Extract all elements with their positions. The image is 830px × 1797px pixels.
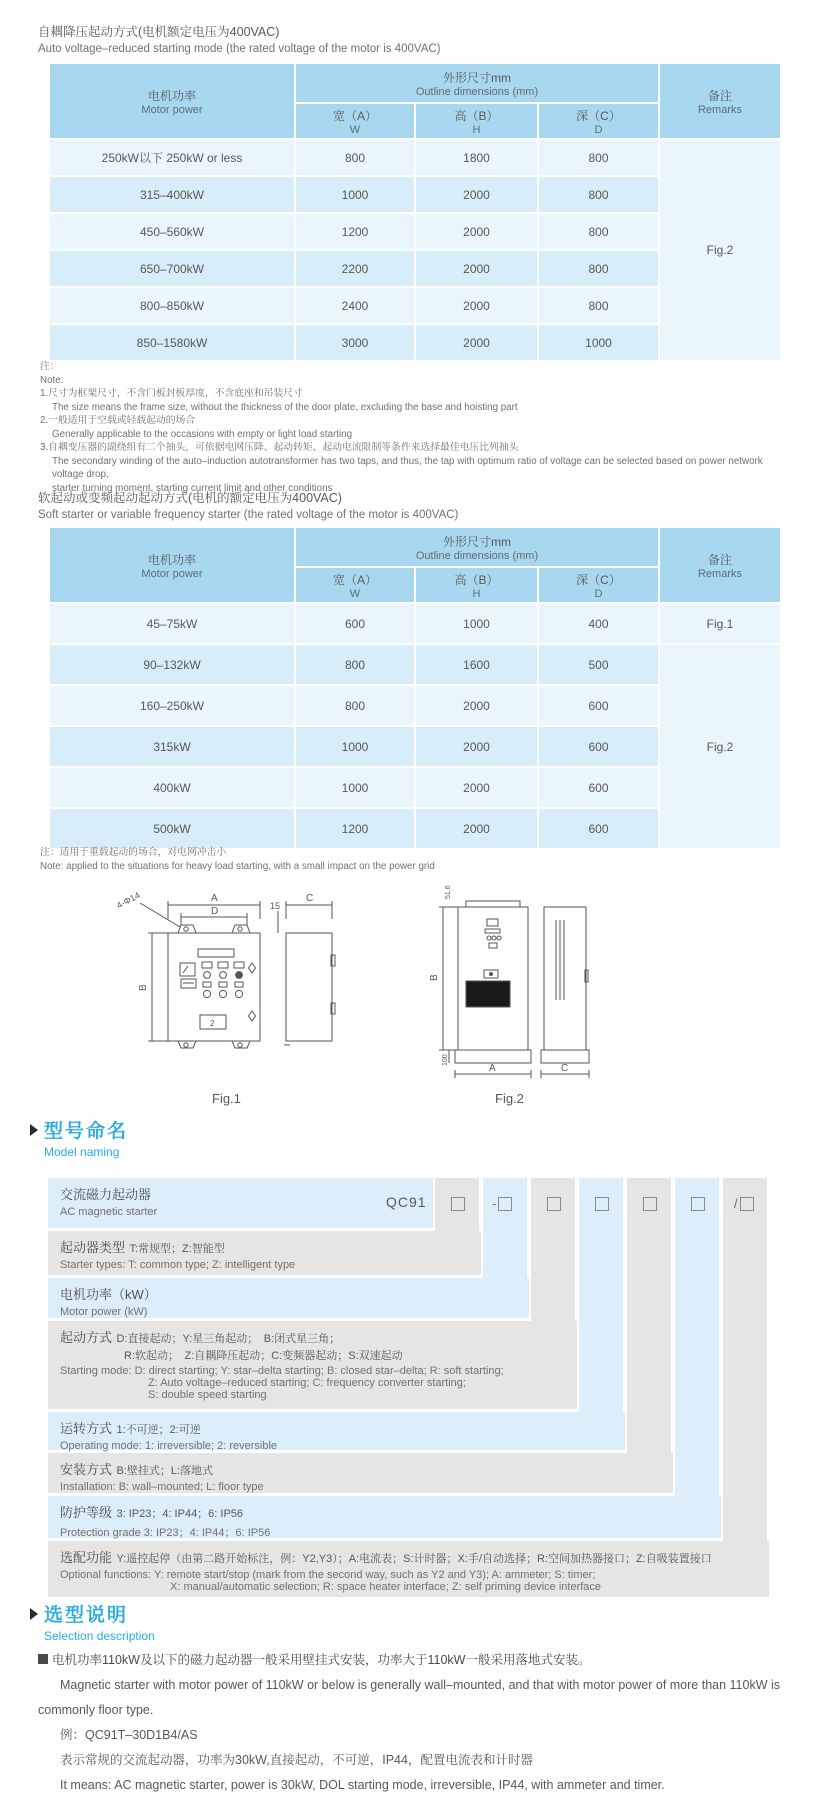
header-remarks <box>659 63 781 139</box>
technical-drawings <box>0 875 830 1110</box>
header-remarks-en: Remarks <box>697 103 742 116</box>
naming-row-en: AC magnetic starter <box>60 1206 158 1218</box>
section1-title-zh: 自耦降压起动方式(电机额定电压为400VAC) <box>38 25 280 39</box>
naming-row-zh: 选配功能 <box>60 1550 113 1565</box>
cell-d: 800 <box>538 287 659 324</box>
header-depth-en: D <box>594 123 603 136</box>
header-outline-en: Outline dimensions (mm) <box>415 85 539 98</box>
cell-d: 800 <box>538 139 659 176</box>
selection-body <box>38 1648 798 1797</box>
cell-h: 2000 <box>415 213 538 250</box>
header-motor-power-zh: 电机功率 <box>147 552 196 567</box>
naming-row-desc: R:软起动； Z:自耦降压起动；C:变频器起动；S:双速起动 <box>124 1350 403 1362</box>
model-code: QC91 <box>386 1194 427 1210</box>
header-motor-power-zh: 电机功率 <box>147 88 196 103</box>
note-item: 2.一般适用于空载或轻载起动的场合 <box>40 415 196 426</box>
fig1-dim-15: 15 <box>270 901 281 911</box>
naming-row-en: Optional functions: Y: remote start/stop (mark from the second way, such as Y2 and Y3); A: ammeter; S: timer; <box>60 1569 596 1581</box>
cell-remark-fig2: Fig.2 <box>659 644 781 849</box>
cell-w: 3000 <box>295 324 415 361</box>
cell-w: 600 <box>295 603 415 644</box>
cell-power: 315–400kW <box>49 176 295 213</box>
naming-row-zh: 运转方式 <box>60 1421 113 1436</box>
cell-power: 45–75kW <box>49 603 295 644</box>
naming-row-installation <box>48 1453 673 1493</box>
selection-text: commonly floor type. <box>38 1703 154 1717</box>
selection-heading <box>30 1600 155 1643</box>
fig1-caption: Fig.1 <box>212 1091 241 1106</box>
table-row <box>49 644 781 685</box>
table-row <box>49 603 781 644</box>
cell-d: 600 <box>538 767 659 808</box>
note-item: 注：适用于重载起动的场合，对电网冲击小 <box>40 847 227 858</box>
fig2-caption: Fig.2 <box>495 1091 524 1106</box>
note-item: Generally applicable to the occasions with empty or light load starting <box>52 428 353 440</box>
table1-auto-voltage <box>48 62 782 362</box>
code-box-icon <box>547 1197 561 1211</box>
header-depth-zh: 深（C） <box>576 108 621 123</box>
cell-w: 800 <box>295 139 415 176</box>
table2-soft-starter <box>48 526 782 850</box>
section1-title-en: Auto voltage–reduced starting mode (the rated voltage of the motor is 400VAC) <box>38 43 441 55</box>
fig1-panel-num: 2 <box>210 1019 215 1028</box>
header-outline-en: Outline dimensions (mm) <box>415 549 539 562</box>
selection-heading-en: Selection description <box>44 1629 155 1643</box>
header-remarks-zh: 备注 <box>707 88 732 103</box>
naming-row-zh: 起动器类型 <box>60 1240 126 1255</box>
naming-row-en: Starter types: T: common type; Z: intelligent type <box>60 1259 296 1271</box>
code-box-icon <box>595 1197 609 1211</box>
naming-row-en: Operating mode: 1: irreversible; 2: reversible <box>60 1440 278 1452</box>
cell-w: 1000 <box>295 767 415 808</box>
selection-line-bullet <box>38 1648 798 1673</box>
naming-row-product <box>48 1178 433 1228</box>
cell-h: 2000 <box>415 250 538 287</box>
notes-table1 <box>40 360 780 495</box>
box-prefix: / <box>734 1196 738 1212</box>
naming-row-en: Z: Auto voltage–reduced starting; C: frequency converter starting; <box>148 1377 466 1389</box>
naming-row-desc: B:壁挂式；L:落地式 <box>116 1465 214 1477</box>
model-code-box <box>734 1195 754 1213</box>
cell-w: 800 <box>295 644 415 685</box>
header-outline-zh: 外形尺寸mm <box>443 534 511 549</box>
header-outline <box>295 527 659 567</box>
naming-row-en: Installation: B: wall–mounted; L: floor type <box>60 1481 264 1493</box>
naming-heading-zh: 型号命名 <box>44 1121 129 1142</box>
cell-d: 1000 <box>538 324 659 361</box>
header-motor-power <box>49 527 295 603</box>
header-width <box>295 103 415 139</box>
note-item: Note: applied to the situations for heavy load starting, with a small impact on the power grid <box>40 860 435 872</box>
cell-h: 1600 <box>415 644 538 685</box>
model-code-box <box>593 1195 609 1213</box>
cell-remark: Fig.2 <box>659 139 781 361</box>
header-height-en: H <box>472 123 481 136</box>
header-motor-power <box>49 63 295 139</box>
fig2-dim-516: 51.6 <box>445 885 452 899</box>
cell-h: 2000 <box>415 767 538 808</box>
naming-row-desc: D:直接起动；Y:星三角起动； B:闭式星三角； <box>116 1333 341 1345</box>
cell-power: 500kW <box>49 808 295 849</box>
cell-power: 90–132kW <box>49 644 295 685</box>
model-code-box <box>545 1195 561 1213</box>
note-item: The secondary winding of the auto–induction autotransformer has two taps, and thus, the tap with optimum ratio of voltage can be selected based on power network voltage drop, <box>52 455 763 480</box>
fig1-dim-b: B <box>138 984 149 991</box>
fig2-dim-100: 100 <box>442 1054 449 1066</box>
header-outline <box>295 63 659 103</box>
cell-remark-fig1: Fig.1 <box>659 603 781 644</box>
note-item: The size means the frame size, without the thickness of the door plate, excluding the base and hoisting part <box>52 401 518 413</box>
cell-h: 2000 <box>415 685 538 726</box>
naming-stripe <box>579 1178 623 1412</box>
section2-title <box>38 488 458 521</box>
header-width-en: W <box>349 587 361 600</box>
selection-text: Magnetic starter with motor power of 110kW or below is generally wall–mounted, and that with motor power of more than 110kW is <box>60 1678 781 1692</box>
header-height <box>415 567 538 603</box>
cell-power: 250kW以下 250kW or less <box>49 139 295 176</box>
header-height-en: H <box>472 587 481 600</box>
naming-heading-en: Model naming <box>44 1145 120 1159</box>
model-naming-diagram <box>48 1178 773 1598</box>
cell-w: 1200 <box>295 213 415 250</box>
fig2-dim-a: A <box>489 1063 496 1074</box>
naming-row-starting-mode <box>48 1321 577 1409</box>
header-width <box>295 567 415 603</box>
cell-d: 800 <box>538 176 659 213</box>
header-motor-power-en: Motor power <box>141 567 203 580</box>
naming-stripe <box>723 1178 767 1541</box>
cell-power: 650–700kW <box>49 250 295 287</box>
table-row <box>49 527 781 567</box>
note-item: 1.尺寸为框架尺寸，不含门板封板厚度，不含底座和吊装尺寸 <box>40 388 303 399</box>
fig1-dim-c: C <box>306 893 314 904</box>
table-row <box>49 139 781 176</box>
naming-row-starter-type <box>48 1231 481 1275</box>
header-height <box>415 103 538 139</box>
code-box-icon <box>451 1197 465 1211</box>
naming-row-zh: 防护等级 <box>60 1505 113 1520</box>
cell-w: 2400 <box>295 287 415 324</box>
selection-text: 表示常规的交流起动器，功率为30kW,直接起动，不可逆，IP44，配置电流表和计时器 <box>60 1753 533 1767</box>
notes-table2 <box>40 846 780 873</box>
naming-row-operating-mode <box>48 1412 625 1450</box>
cell-w: 800 <box>295 685 415 726</box>
code-box-icon <box>643 1197 657 1211</box>
cell-d: 500 <box>538 644 659 685</box>
note-item: 3.自耦变压器的副绕组有二个抽头，可依据电网压降、起动转矩、起动电流限制等条件来选择最佳电压比列抽头 <box>40 442 519 453</box>
cell-power: 850–1580kW <box>49 324 295 361</box>
naming-row-en: Starting mode: D: direct starting; Y: star–delta starting; B: closed star–delta; R: soft starting; <box>60 1365 504 1377</box>
naming-row-zh: 交流磁力起动器 <box>60 1187 152 1202</box>
header-motor-power-en: Motor power <box>141 103 203 116</box>
cell-h: 1800 <box>415 139 538 176</box>
cell-h: 2000 <box>415 176 538 213</box>
cell-d: 600 <box>538 726 659 767</box>
header-depth-en: D <box>594 587 603 600</box>
note-item: starter turning moment, starting current limit and other conditions <box>52 482 333 494</box>
cell-d: 800 <box>538 250 659 287</box>
cell-d: 400 <box>538 603 659 644</box>
naming-row-desc: 1:不可逆；2:可逆 <box>116 1424 201 1436</box>
fig1-dim-hole: 4-Φ14 <box>114 889 142 911</box>
cell-w: 1200 <box>295 808 415 849</box>
naming-row-en: X: manual/automatic selection; R: space heater interface; Z: self priming device interface <box>170 1581 602 1593</box>
fig2-dim-c: C <box>561 1063 569 1074</box>
selection-example-code: 例：QC91T–30D1B4/AS <box>60 1728 198 1742</box>
table-row <box>49 63 781 103</box>
header-height-zh: 高（B） <box>454 108 499 123</box>
naming-row-protection-grade <box>48 1496 721 1538</box>
cell-d: 600 <box>538 808 659 849</box>
cell-h: 2000 <box>415 808 538 849</box>
cell-power: 800–850kW <box>49 287 295 324</box>
model-code-box <box>641 1195 657 1213</box>
cell-h: 1000 <box>415 603 538 644</box>
cell-w: 1000 <box>295 726 415 767</box>
fig1-dim-a: A <box>211 893 218 904</box>
naming-row-en: S: double speed starting <box>148 1389 267 1401</box>
section-marker-icon <box>30 1608 38 1620</box>
naming-row-motor-power <box>48 1278 529 1318</box>
naming-row-zh: 安装方式 <box>60 1462 113 1477</box>
header-width-zh: 宽（A） <box>332 108 377 123</box>
naming-stripe <box>627 1178 671 1453</box>
header-depth <box>538 567 659 603</box>
code-box-icon <box>498 1197 512 1211</box>
header-remarks-en: Remarks <box>697 567 742 580</box>
section-marker-icon <box>30 1124 38 1136</box>
naming-heading <box>30 1116 128 1159</box>
naming-row-desc: T:常规型；Z:智能型 <box>129 1243 225 1255</box>
section2-title-zh: 软起动或变频起动起动方式(电机的额定电压为400VAC) <box>38 491 342 505</box>
section2-title-en: Soft starter or variable frequency starter (the rated voltage of the motor is 400VAC) <box>38 509 459 521</box>
header-outline-zh: 外形尺寸mm <box>443 70 511 85</box>
model-code-box <box>492 1195 512 1213</box>
note-label-zh: 注： <box>40 361 60 372</box>
fig2-dim-b: B <box>429 974 440 981</box>
header-depth-zh: 深（C） <box>576 572 621 587</box>
model-code-box <box>449 1195 465 1213</box>
box-prefix: - <box>492 1196 497 1212</box>
square-bullet-icon <box>38 1654 48 1664</box>
cell-power: 315kW <box>49 726 295 767</box>
naming-stripe <box>483 1178 527 1278</box>
cell-power: 160–250kW <box>49 685 295 726</box>
code-box-icon <box>691 1197 705 1211</box>
code-box-icon <box>740 1197 754 1211</box>
cell-w: 2200 <box>295 250 415 287</box>
cell-h: 2000 <box>415 287 538 324</box>
cell-d: 800 <box>538 213 659 250</box>
dimensions-table-2 <box>48 526 782 850</box>
fig1-dim-d: D <box>211 906 219 917</box>
dimensions-table-1 <box>48 62 782 362</box>
naming-row-en: Motor power (kW) <box>60 1306 148 1318</box>
naming-row-optional-functions <box>48 1541 769 1597</box>
header-width-zh: 宽（A） <box>332 572 377 587</box>
naming-row-desc: 3: IP23；4: IP44；6: IP56 <box>116 1508 244 1520</box>
naming-row-zh: 起动方式 <box>60 1330 113 1345</box>
header-width-en: W <box>349 123 361 136</box>
cell-w: 1000 <box>295 176 415 213</box>
cell-h: 2000 <box>415 726 538 767</box>
selection-text: 电机功率110kW及以下的磁力起动器一般采用壁挂式安装，功率大于110kW一般采用落地式安装。 <box>52 1653 591 1667</box>
cell-power: 450–560kW <box>49 213 295 250</box>
naming-row-zh: 电机功率（kW） <box>60 1287 157 1302</box>
cell-h: 2000 <box>415 324 538 361</box>
selection-text: It means: AC magnetic starter, power is 30kW, DOL starting mode, irreversible, IP44, with ammeter and timer. <box>60 1778 665 1792</box>
model-code-box <box>689 1195 705 1213</box>
section1-title <box>38 22 441 55</box>
cell-d: 600 <box>538 685 659 726</box>
header-depth <box>538 103 659 139</box>
cell-power: 400kW <box>49 767 295 808</box>
note-label-en: Note: <box>40 374 64 386</box>
header-remarks-zh: 备注 <box>707 552 732 567</box>
naming-row-desc: Y:遥控起停（由第二路开始标注，例：Y2,Y3）；A:电流表；S:计时器；X:手/自动选择；R:空间加热器接口；Z:自吸装置接口 <box>116 1553 712 1565</box>
naming-stripe <box>675 1178 719 1496</box>
header-remarks <box>659 527 781 603</box>
naming-row-en: Protection grade 3: IP23；4: IP44；6: IP56 <box>60 1527 271 1539</box>
header-height-zh: 高（B） <box>454 572 499 587</box>
selection-heading-zh: 选型说明 <box>44 1605 129 1626</box>
